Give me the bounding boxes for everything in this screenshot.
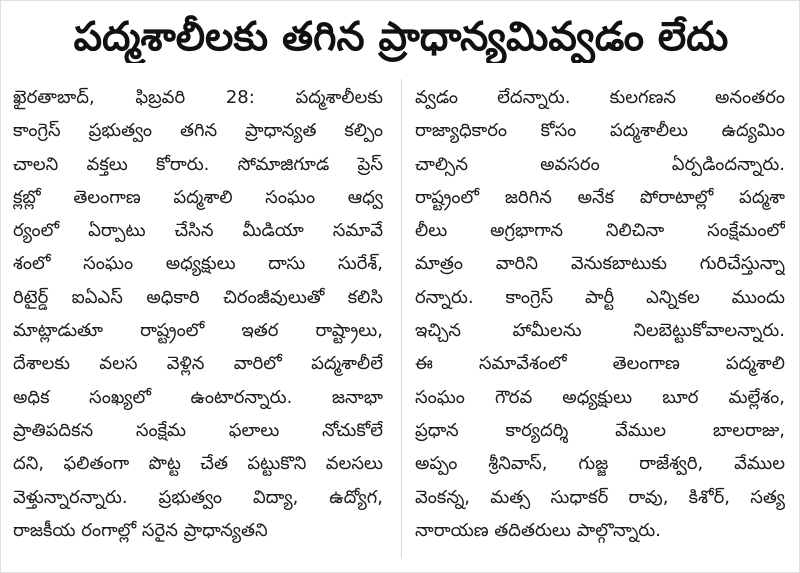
article-line: నారాయణ తదితరులు పాల్గొన్నారు.: [415, 519, 661, 541]
article-line: కాంగ్రెస్ ప్రభుత్వం తగిన ప్రాధాన్యత కల్పిం: [13, 120, 383, 142]
article-line: ఖైరతాబాద్, ఫిబ్రవరి 28: పద్మశాలీలకు: [13, 87, 383, 108]
article-line: రిటైర్డ్ ఐఏఎస్ అధికారి చిరంజీవులుతో కలిసి: [13, 286, 383, 308]
article-line: అప్పం శ్రీనివాస్, గుజ్జ రాజేశ్వరి, వేముల: [415, 453, 785, 475]
article-line: క్లబ్లో తెలంగాణ పద్మశాలి సంఘం ఆధ్వ: [13, 186, 383, 208]
article-line: మాట్లాడుతూ రాష్ట్రంలో ఇతర రాష్ట్రాలు,: [13, 320, 383, 342]
article-line: ఇచ్చిన హామీలను నిలబెట్టుకోవాలన్నారు.: [415, 320, 785, 342]
article-line: వ్వడం లేదన్నారు. కులగణన అనంతరం: [415, 87, 785, 108]
article-line: రాజ్యాధికారం కోసం పద్మశాలీలు ఉద్యమిం: [415, 120, 785, 142]
article-line: అధిక సంఖ్యలో ఉంటారన్నారు. జనాభా: [13, 386, 383, 408]
article-column-left: [13, 81, 383, 547]
article-line: శంలో సంఘం అధ్యక్షులు దాసు సురేశ్,: [13, 253, 383, 275]
article-line: ప్రాతిపదికన సంక్షేమ ఫలాలు నోచుకోలే: [13, 419, 383, 441]
article-line: లీలు అగ్రభాగాన నిలిచినా సంక్షేమంలో: [415, 220, 785, 242]
article-line: ర్యంలో ఏర్పాటు చేసిన మీడియా సమావే: [13, 220, 383, 242]
headline: పద్మశాలీలకు తగిన ప్రాధాన్యమివ్వడం లేదు: [73, 14, 729, 60]
article-line: ఈ సమావేశంలో తెలంగాణ పద్మశాలి: [415, 353, 785, 375]
article-line: రన్నారు. కాంగ్రెస్ పార్టీ ఎన్నికల ముందు: [415, 286, 785, 308]
article-line: రాజకీయ రంగాల్లో సరైన ప్రాధాన్యతని: [13, 519, 268, 541]
article-line: వెళ్తున్నారన్నారు. ప్రభుత్వం విద్యా, ఉద్యోగ,: [13, 486, 383, 508]
article-line: మాత్రం వారిని వెనుకబాటుకు గురిచేస్తున్నా: [415, 253, 785, 275]
article-line: దేశాలకు వలస వెళ్లిన వారిలో పద్మశాలీలే: [13, 353, 383, 375]
article-line: ప్రధాన కార్యదర్శి వేముల బాలరాజు,: [415, 419, 785, 441]
article-line: సంఘం గౌరవ అధ్యక్షులు బూర మల్లేశం,: [415, 386, 785, 408]
article-line: చాలని వక్తలు కోరారు. సోమాజిగూడ ప్రెస్: [13, 153, 383, 175]
article-line: చాల్సిన అవసరం ఏర్పడిందన్నారు.: [415, 153, 785, 175]
article-line: రాష్ట్రంలో జరిగిన అనేక పోరాటాల్లో పద్మశా: [415, 186, 785, 208]
article-line: వెంకన్న, మత్స సుధాకర్ రావు, కిశోర్, సత్య: [415, 486, 785, 508]
article-column-right: [415, 81, 785, 547]
column-divider: [401, 79, 402, 559]
article-line: దని, ఫలితంగా పొట్ట చేత పట్టుకొని వలసలు: [13, 453, 383, 475]
